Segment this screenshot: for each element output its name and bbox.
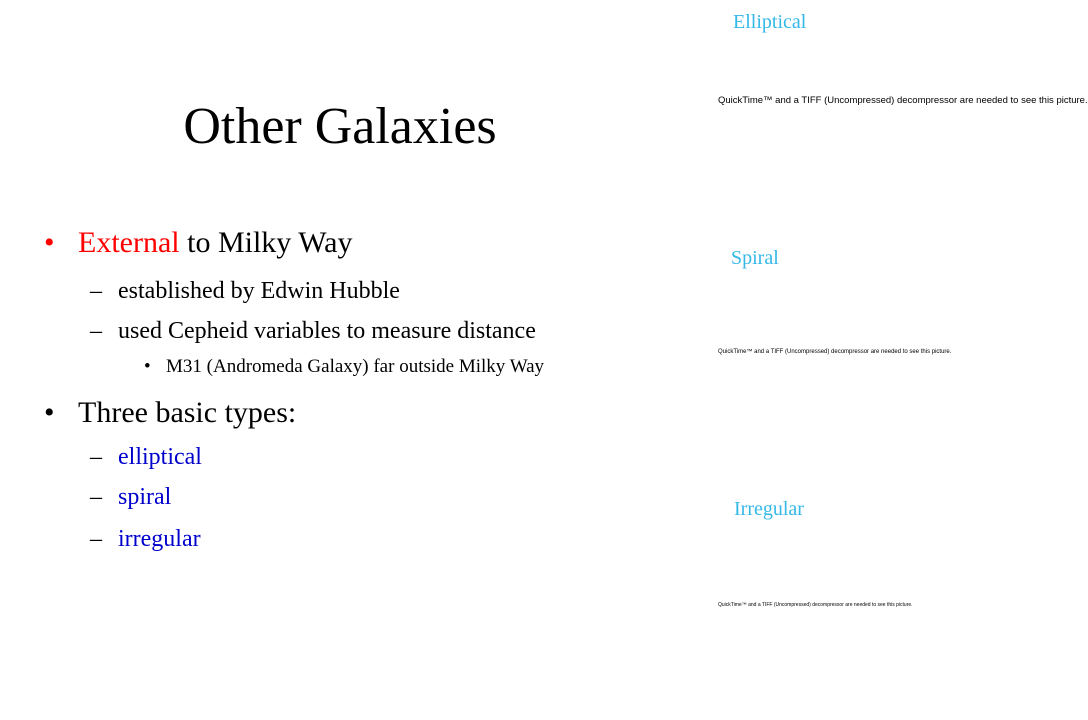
sub-item-text: used Cepheid variables to measure distance	[118, 318, 536, 344]
sub-sub-item-m31	[144, 354, 544, 380]
type-text: spiral	[118, 484, 172, 510]
bullet-marker: •	[144, 356, 151, 377]
sub-sub-item-text: M31 (Andromeda Galaxy) far outside Milky Way	[166, 356, 545, 377]
irregular-image-placeholder: QuickTime™ and a TIFF (Uncompressed) decompressor are needed to see this picture.	[718, 602, 913, 608]
bullet-marker: •	[44, 226, 55, 259]
bullet-marker: •	[44, 396, 55, 429]
type-text: irregular	[118, 526, 201, 552]
sub-item-text: established by Edwin Hubble	[118, 278, 400, 304]
bullet-types	[44, 394, 296, 432]
sub-item-cepheid	[90, 316, 536, 346]
dash-marker: –	[90, 444, 102, 470]
dash-marker: –	[90, 484, 102, 510]
type-elliptical	[90, 442, 202, 472]
external-highlight: External	[78, 226, 180, 259]
bullet-text: Three basic types:	[78, 396, 297, 429]
bullet-external	[44, 224, 353, 262]
elliptical-label: Elliptical	[733, 11, 807, 33]
dash-marker: –	[90, 526, 102, 552]
type-irregular	[90, 524, 201, 554]
slide-title: Other Galaxies	[183, 98, 497, 155]
dash-marker: –	[90, 278, 102, 304]
spiral-label: Spiral	[731, 247, 779, 269]
spiral-image-placeholder: QuickTime™ and a TIFF (Uncompressed) decompressor are needed to see this picture.	[718, 349, 952, 355]
type-text: elliptical	[118, 444, 202, 470]
irregular-label: Irregular	[734, 498, 804, 520]
external-rest: to Milky Way	[179, 226, 353, 259]
sub-item-hubble	[90, 276, 400, 306]
dash-marker: –	[90, 318, 102, 344]
type-spiral	[90, 482, 171, 512]
elliptical-image-placeholder: QuickTime™ and a TIFF (Uncompressed) decompressor are needed to see this picture.	[718, 95, 1088, 106]
